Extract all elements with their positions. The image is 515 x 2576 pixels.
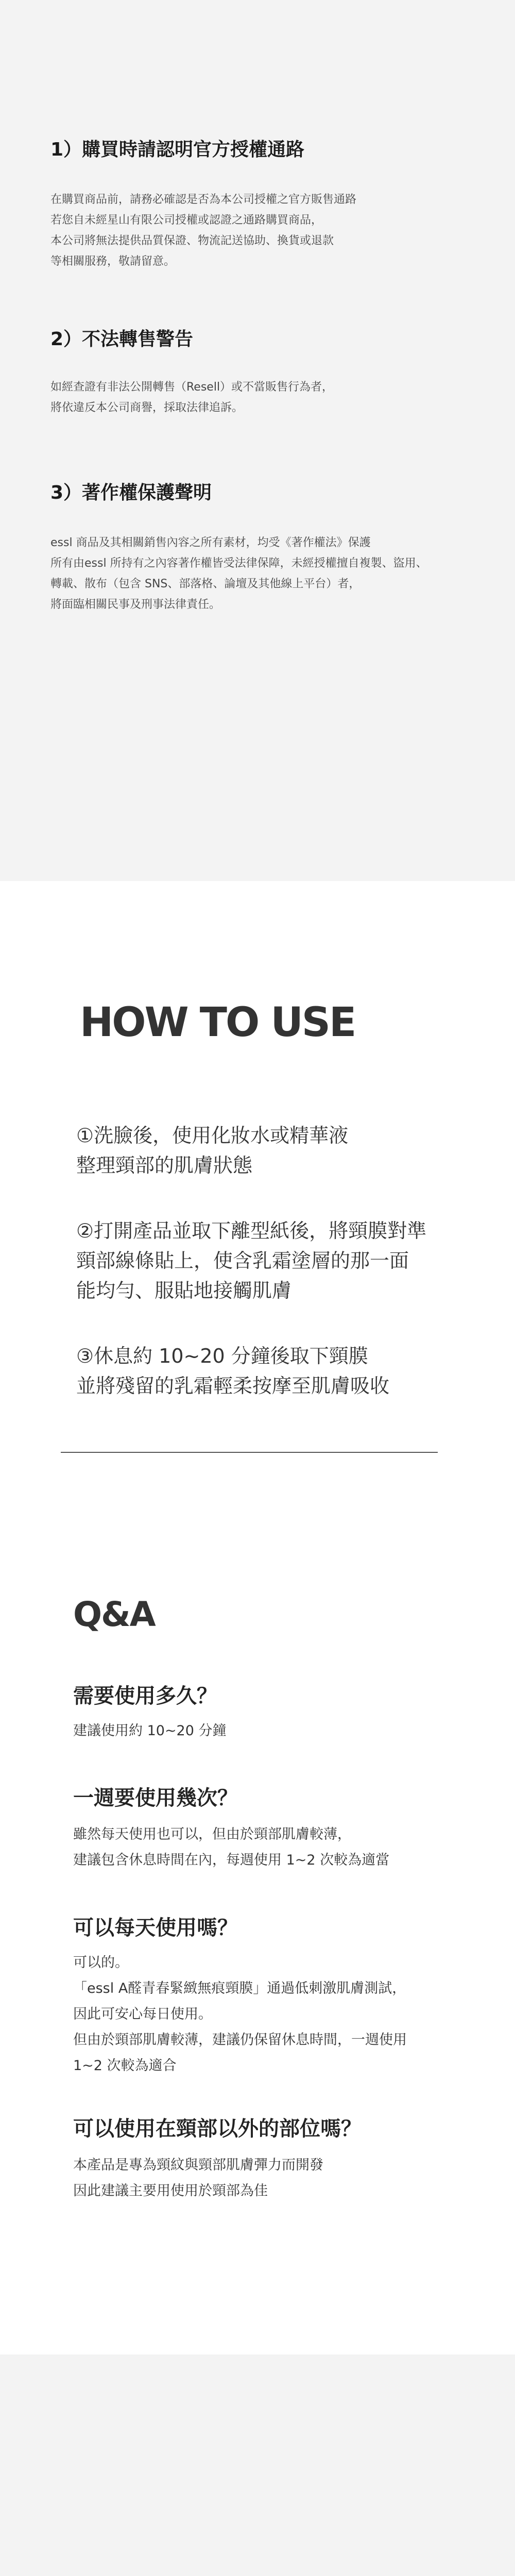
notice-line: essl 商品及其相關銷售內容之所有素材，均受《著作權法》保護 [50, 536, 371, 549]
qa-answer-line: 因此可安心每日使用。 [73, 2006, 212, 2022]
howto-title: HOW TO USE [80, 999, 355, 1046]
qa-answer-line: 因此建議主要用使用於頸部為佳 [73, 2183, 268, 2199]
qa-answer-2 [73, 1822, 389, 1873]
howto-step-3 [76, 1341, 389, 1401]
howto-step-line: ②打開產品並取下離型紙後，將頸膜對準 [76, 1219, 427, 1242]
qa-answer-line: 1~2 次較為適合 [73, 2058, 177, 2074]
qa-answer-1 [73, 1718, 227, 1744]
notice-line: 若您自未經星山有限公司授權或認證之通路購買商品， [50, 214, 323, 227]
notice-body-2 [50, 377, 333, 418]
qa-answer-line: 可以的。 [73, 1955, 129, 1971]
product-image-section [0, 2354, 515, 2576]
notice-line: 在購買商品前，請務必確認是否為本公司授權之官方販售通路 [50, 193, 357, 206]
notice-title-2: 2）不法轉售警告 [50, 329, 194, 350]
qa-answer-line: 但由於頸部肌膚較薄，建議仍保留休息時間，一週使用 [73, 2032, 407, 2048]
qa-question-1: 需要使用多久？ [73, 1684, 217, 1708]
qa-title: Q&A [73, 1595, 155, 1634]
howto-step-1 [76, 1121, 348, 1180]
howto-step-line: ③休息約 10~20 分鐘後取下頸膜 [76, 1345, 368, 1367]
howto-step-line: 頸部線條貼上，使含乳霜塗層的那一面 [76, 1249, 409, 1272]
qa-section [0, 1499, 515, 2354]
notice-title-3: 3）著作權保護聲明 [50, 482, 212, 503]
notice-body-1 [50, 190, 356, 272]
qa-question-3: 可以每天使用嗎？ [73, 1916, 238, 1940]
notice-line: 將面臨相關民事及刑事法律責任。 [50, 598, 221, 611]
qa-question-4: 可以使用在頸部以外的部位嗎？ [73, 2117, 362, 2141]
notice-section [0, 0, 515, 881]
notice-line: 等相關服務，敬請留意。 [50, 255, 176, 268]
qa-answer-line: 建議包含休息時間在內，每週使用 1~2 次較為適當 [73, 1852, 390, 1868]
qa-answer-4 [73, 2153, 323, 2204]
howto-section [0, 881, 515, 1499]
notice-line: 轉載、散布（包含 SNS、部落格、論壇及其他線上平台）者， [50, 578, 360, 590]
howto-step-2 [76, 1216, 426, 1306]
qa-answer-line: 本產品是專為頸紋與頸部肌膚彈力而開發 [73, 2157, 323, 2173]
notice-line: 將依違反本公司商譽，採取法律追訴。 [50, 401, 244, 414]
notice-line: 所有由essl 所持有之內容著作權皆受法律保障，未經授權擅自複製、盜用、 [50, 557, 427, 570]
howto-step-line: ①洗臉後，使用化妝水或精華液 [76, 1124, 349, 1147]
qa-answer-3 [73, 1950, 407, 2079]
howto-step-line: 並將殘留的乳霜輕柔按摩至肌膚吸收 [76, 1375, 390, 1397]
qa-answer-line: 建議使用約 10~20 分鐘 [73, 1723, 227, 1739]
section-divider [61, 1452, 438, 1453]
notice-line: 本公司將無法提供品質保證、物流記送協助、換貨或退款 [50, 234, 334, 247]
notice-title-1: 1）購買時請認明官方授權通路 [50, 139, 305, 160]
howto-step-line: 能均勻、服貼地接觸肌膚 [76, 1279, 292, 1302]
howto-step-line: 整理頸部的肌膚狀態 [76, 1154, 253, 1177]
notice-body-3 [50, 533, 427, 615]
qa-answer-line: 「essl A醛青春緊緻無痕頸膜」通過低刺激肌膚測試， [73, 1980, 406, 1996]
notice-line: 如經查證有非法公開轉售（Resell）或不當販售行為者， [50, 381, 334, 394]
qa-question-2: 一週要使用幾次？ [73, 1786, 238, 1810]
qa-answer-line: 雖然每天使用也可以，但由於頸部肌膚較薄， [73, 1826, 351, 1842]
